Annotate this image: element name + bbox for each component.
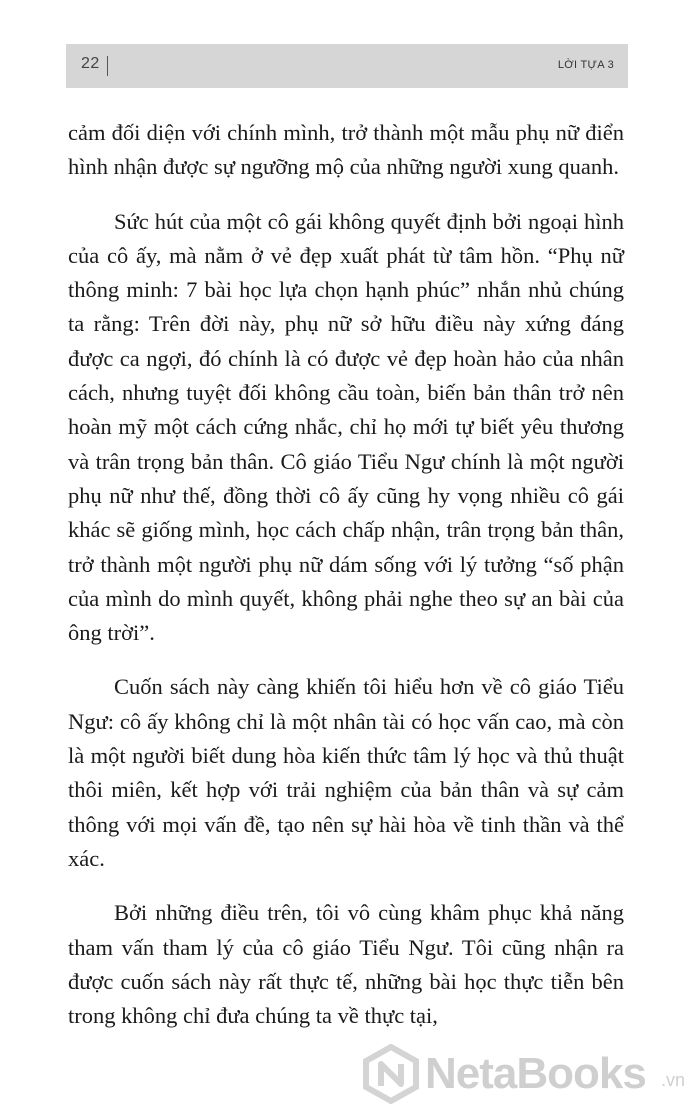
watermark [363, 1044, 693, 1104]
running-title: LỜI TỰA 3 [557, 59, 614, 71]
paragraph-3: Cuốn sách này càng khiến tôi hiểu hơn về cô giáo Tiểu Ngư: cô ấy không chỉ là một nhân tài có học vấn cao, mà còn là một người biết dung hòa kiến thức tâm lý học và thủ thuật thôi miên, kết hợp với trải nghiệm của bản thân và sự cảm thông với mọi vấn đề, tạo nên sự hài hòa về tinh thần và thể xác. [68, 674, 624, 871]
header-divider [107, 56, 108, 76]
page-number: 22 [81, 55, 100, 72]
paragraph-1: cảm đối diện với chính mình, trở thành một mẫu phụ nữ điển hình nhận được sự ngưỡng mộ của những người xung quanh. [68, 120, 624, 180]
watermark-suffix: .vn [661, 1070, 686, 1090]
page-header [66, 44, 628, 88]
watermark-brand: NetaBooks [425, 1049, 646, 1098]
page-body [68, 116, 624, 1053]
netabooks-logo-icon [363, 1044, 419, 1104]
paragraph-4: Bởi những điều trên, tôi vô cùng khâm phục khả năng tham vấn tham lý của cô giáo Tiểu Ngư. Tôi cũng nhận ra được cuốn sách này rất thực tế, những bài học thực tiễn bên trong không chỉ đưa chúng ta về thực tại, [68, 900, 624, 1029]
paragraph-2: Sức hút của một cô gái không quyết định bởi ngoại hình của cô ấy, mà nằm ở vẻ đẹp xuất phát từ tâm hồn. “Phụ nữ thông minh: 7 bài học lựa chọn hạnh phúc” nhắn nhủ chúng ta rằng: Trên đời này, phụ nữ sở hữu điều này xứng đáng được ca ngợi, đó chính là có được vẻ đẹp hoàn hảo của nhân cách, nhưng tuyệt đối không cầu toàn, biến bản thân trở nên hoàn mỹ một cách cứng nhắc, chỉ họ mới tự biết yêu thương và trân trọng bản thân. Cô giáo Tiểu Ngư chính là một người phụ nữ như thế, đồng thời cô ấy cũng hy vọng nhiều cô gái khác sẽ giống mình, học cách chấp nhận, trân trọng bản thân, trở thành một người phụ nữ dám sống với lý tưởng “số phận của mình do mình quyết, không phải nghe theo sự an bài của ông trời”. [68, 208, 624, 646]
